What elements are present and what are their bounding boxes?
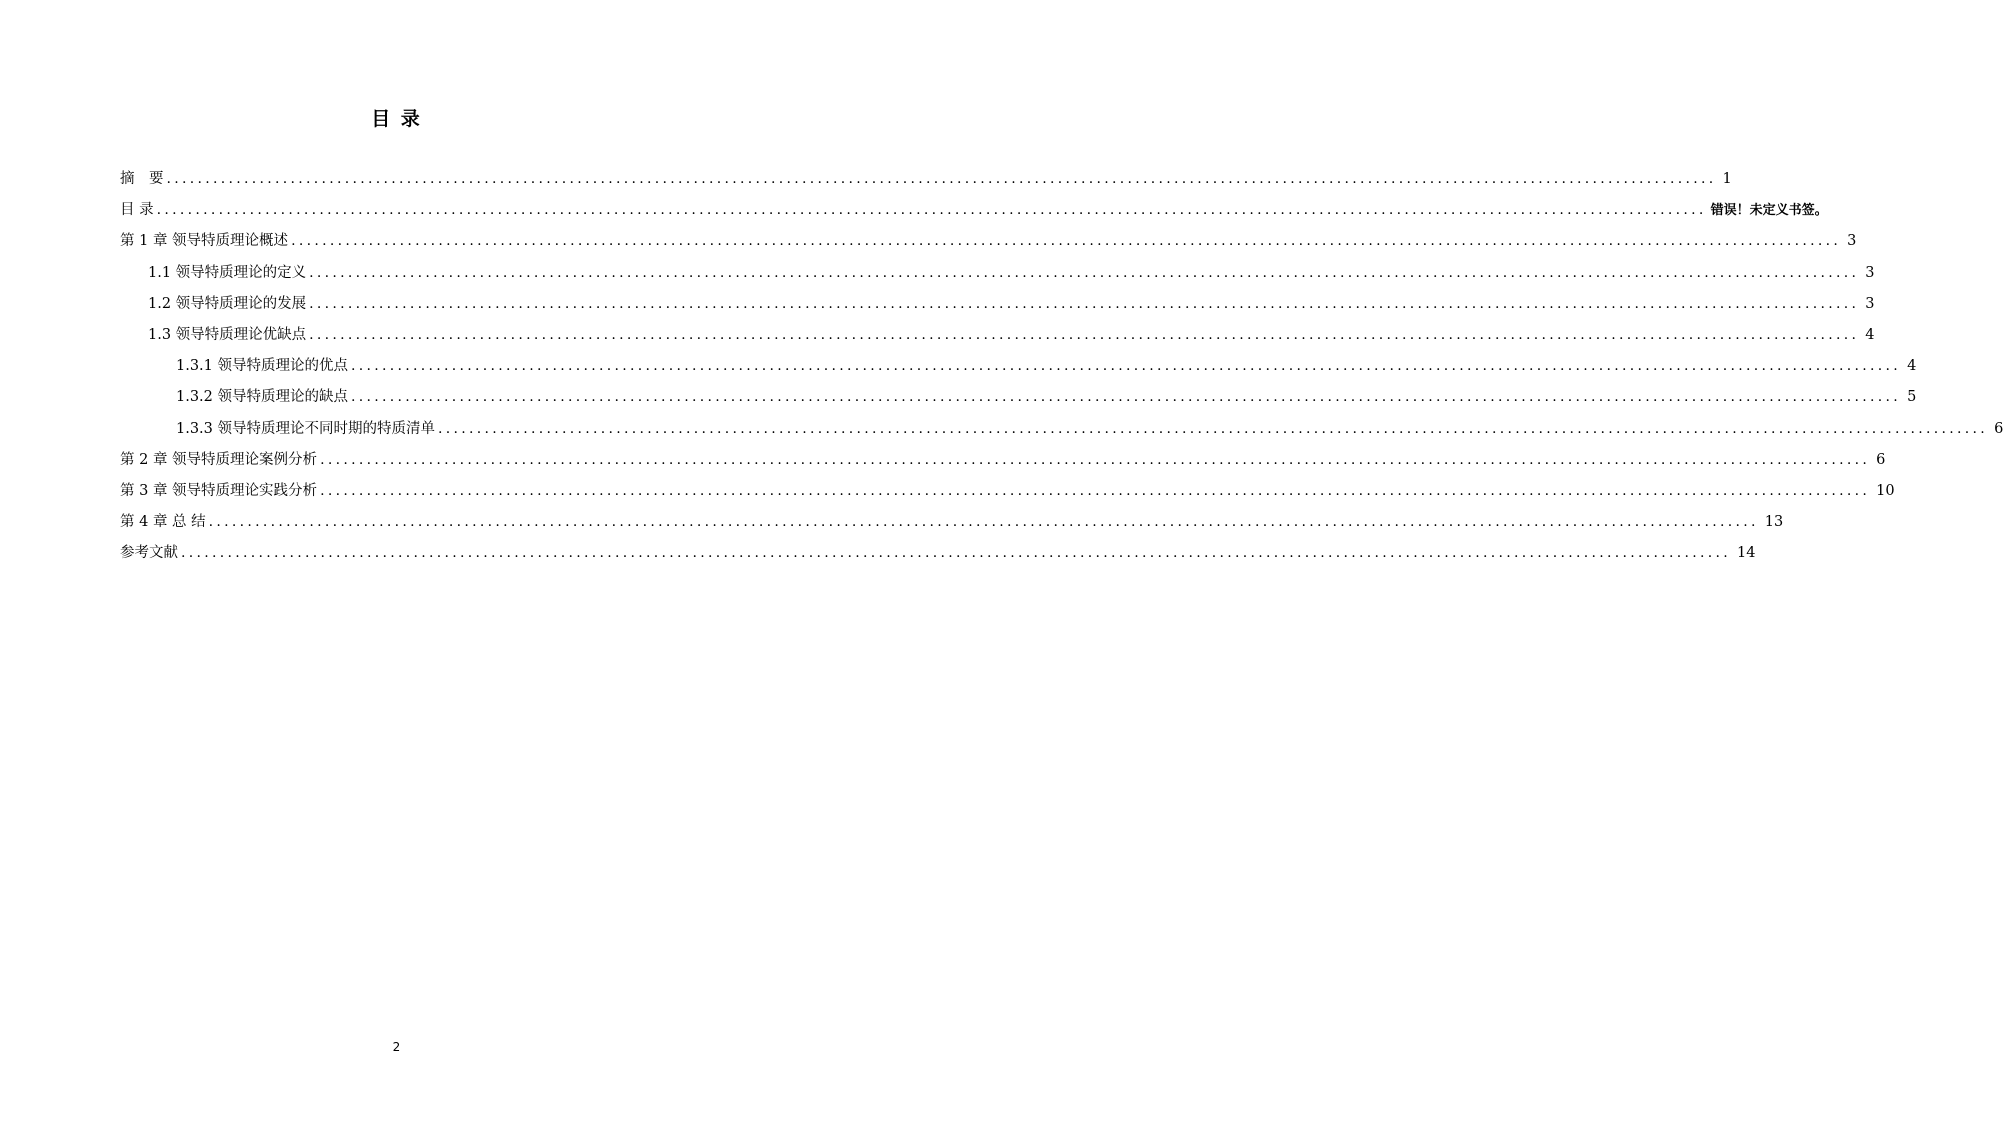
toc-dot-leader: ........................................................................................................................................................................................................ bbox=[166, 171, 1717, 187]
toc-entry-page: 3 bbox=[1865, 264, 1875, 281]
toc-dot-leader: ........................................................................................................................................................................................................ bbox=[351, 358, 1902, 375]
toc-entry-page: 6 bbox=[1876, 451, 1886, 468]
toc-dot-leader: ........................................................................................................................................................................................................ bbox=[208, 514, 1759, 531]
toc-entry-chapter-2[interactable] bbox=[120, 445, 1886, 476]
toc-entry-page: 3 bbox=[1865, 295, 1875, 312]
toc-entry-page: 6 bbox=[1994, 420, 2003, 437]
toc-entry-chapter-4[interactable] bbox=[120, 507, 1784, 538]
toc-entry-abstract[interactable] bbox=[120, 164, 1732, 195]
toc-entry-page: 10 bbox=[1876, 482, 1895, 499]
toc-entry-page: 1 bbox=[1722, 171, 1732, 187]
toc-entry-label: 1.1 领导特质理论的定义 bbox=[148, 264, 307, 281]
page-title: 目 录 bbox=[371, 108, 422, 130]
toc-entry-label: 目 录 bbox=[120, 202, 154, 219]
toc-entry-section-1-3[interactable] bbox=[120, 320, 1875, 351]
toc-entry-page: 4 bbox=[1907, 358, 1917, 375]
toc-dot-leader: ........................................................................................................................................................................................................ bbox=[309, 295, 1860, 312]
toc-dot-leader: ........................................................................................................................................................................................................ bbox=[181, 545, 1732, 562]
toc-entry-label: 参考文献 bbox=[120, 545, 178, 562]
toc-entry-label: 第 2 章 领导特质理论案例分析 bbox=[120, 451, 318, 468]
table-of-contents bbox=[120, 164, 2003, 569]
toc-entry-section-1-3-2[interactable] bbox=[120, 382, 1917, 413]
toc-dot-leader: ........................................................................................................................................................................................................ bbox=[156, 202, 1707, 219]
toc-entry-section-1-2[interactable] bbox=[120, 289, 1875, 320]
toc-entry-section-1-1[interactable] bbox=[120, 258, 1875, 289]
toc-entry-label: 摘 要 bbox=[120, 171, 164, 187]
toc-entry-label: 1.3 领导特质理论优缺点 bbox=[148, 326, 307, 343]
toc-entry-section-1-3-3[interactable] bbox=[120, 414, 2003, 445]
page-number: 2 bbox=[392, 1040, 401, 1054]
toc-entry-label: 第 3 章 领导特质理论实践分析 bbox=[120, 482, 318, 499]
toc-entry-chapter-1[interactable] bbox=[120, 226, 1857, 257]
toc-entry-label: 第 1 章 领导特质理论概述 bbox=[120, 233, 289, 250]
toc-entry-page: 14 bbox=[1737, 545, 1756, 562]
toc-dot-leader: ........................................................................................................................................................................................................ bbox=[438, 420, 1989, 437]
toc-dot-leader: ........................................................................................................................................................................................................ bbox=[309, 326, 1860, 343]
toc-entry-page: 13 bbox=[1764, 514, 1784, 531]
toc-bookmark-error: 错误！未定义书签。 bbox=[1710, 203, 1828, 219]
toc-entry-contents[interactable] bbox=[120, 195, 1828, 226]
toc-dot-leader: ........................................................................................................................................................................................................ bbox=[291, 233, 1842, 250]
toc-dot-leader: ........................................................................................................................................................................................................ bbox=[320, 451, 1871, 468]
toc-entry-chapter-3[interactable] bbox=[120, 476, 1895, 507]
toc-entry-section-1-3-1[interactable] bbox=[120, 351, 1917, 382]
toc-entry-label: 第 4 章 总 结 bbox=[120, 514, 206, 531]
toc-dot-leader: ........................................................................................................................................................................................................ bbox=[351, 389, 1902, 406]
toc-entry-references[interactable] bbox=[120, 538, 1756, 569]
toc-entry-label: 1.2 领导特质理论的发展 bbox=[148, 295, 307, 312]
toc-entry-label: 1.3.2 领导特质理论的缺点 bbox=[176, 389, 349, 406]
toc-entry-label: 1.3.1 领导特质理论的优点 bbox=[176, 358, 349, 375]
toc-dot-leader: ........................................................................................................................................................................................................ bbox=[309, 264, 1860, 281]
toc-entry-page: 3 bbox=[1847, 233, 1857, 250]
toc-entry-page: 4 bbox=[1865, 326, 1875, 343]
toc-entry-label: 1.3.3 领导特质理论不同时期的特质清单 bbox=[176, 420, 436, 437]
toc-entry-page: 5 bbox=[1907, 389, 1917, 406]
toc-dot-leader: ........................................................................................................................................................................................................ bbox=[320, 482, 1871, 499]
